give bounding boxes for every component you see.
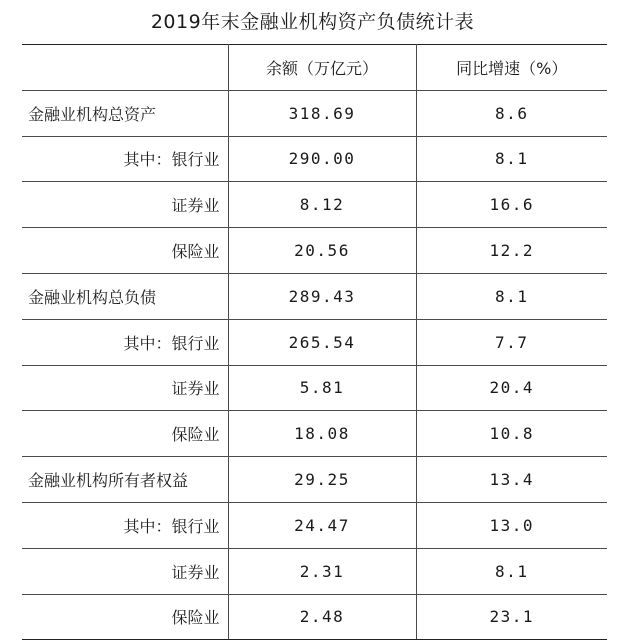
table-row	[22, 548, 607, 594]
balance-value: 24.47	[228, 502, 416, 548]
growth-value: 8.1	[416, 136, 607, 182]
growth-value: 8.1	[416, 273, 607, 319]
row-label: 金融业机构所有者权益	[22, 457, 228, 503]
balance-sheet-table	[22, 44, 607, 640]
table-row	[22, 273, 607, 319]
row-label: 其中：银行业	[22, 502, 228, 548]
row-label: 证券业	[22, 548, 228, 594]
row-label: 金融业机构总资产	[22, 90, 228, 136]
header-row	[22, 45, 607, 91]
balance-value: 2.31	[228, 548, 416, 594]
row-label: 金融业机构总负债	[22, 273, 228, 319]
balance-value: 289.43	[228, 273, 416, 319]
table-row	[22, 411, 607, 457]
balance-value: 20.56	[228, 228, 416, 274]
growth-value: 10.8	[416, 411, 607, 457]
row-label: 其中：银行业	[22, 319, 228, 365]
row-label: 保险业	[22, 411, 228, 457]
table-row	[22, 594, 607, 640]
growth-value: 8.1	[416, 548, 607, 594]
table-row	[22, 502, 607, 548]
balance-value: 5.81	[228, 365, 416, 411]
growth-value: 16.6	[416, 182, 607, 228]
growth-value: 13.4	[416, 457, 607, 503]
table-title: 2019年末金融业机构资产负债统计表	[150, 11, 475, 33]
header-cell-balance: 余额（万亿元）	[228, 45, 416, 91]
balance-value: 290.00	[228, 136, 416, 182]
growth-value: 13.0	[416, 502, 607, 548]
balance-value: 18.08	[228, 411, 416, 457]
row-label: 保险业	[22, 228, 228, 274]
growth-value: 12.2	[416, 228, 607, 274]
table-row	[22, 90, 607, 136]
balance-value: 318.69	[228, 90, 416, 136]
header-cell-growth: 同比增速（%）	[416, 45, 607, 91]
growth-value: 8.6	[416, 90, 607, 136]
table-row	[22, 319, 607, 365]
table-row	[22, 457, 607, 503]
table-row	[22, 136, 607, 182]
table-row	[22, 228, 607, 274]
table-row	[22, 365, 607, 411]
growth-value: 23.1	[416, 594, 607, 640]
balance-value: 2.48	[228, 594, 416, 640]
header-cell-empty	[22, 45, 228, 91]
balance-value: 8.12	[228, 182, 416, 228]
balance-value: 265.54	[228, 319, 416, 365]
row-label: 证券业	[22, 182, 228, 228]
growth-value: 7.7	[416, 319, 607, 365]
row-label: 保险业	[22, 594, 228, 640]
row-label: 证券业	[22, 365, 228, 411]
growth-value: 20.4	[416, 365, 607, 411]
balance-value: 29.25	[228, 457, 416, 503]
row-label: 其中：银行业	[22, 136, 228, 182]
table-row	[22, 182, 607, 228]
